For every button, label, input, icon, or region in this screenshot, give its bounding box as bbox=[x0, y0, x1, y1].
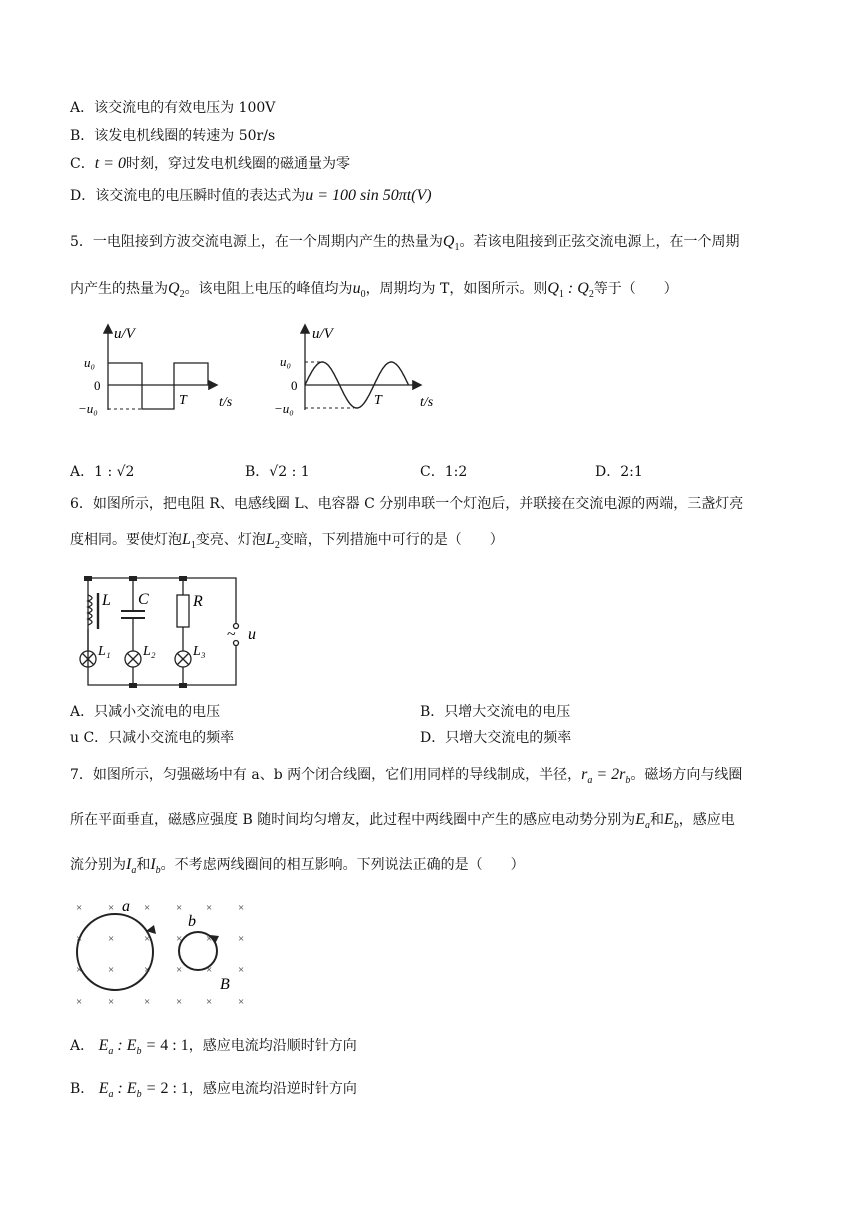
stem-text: 。该电阻上电压的峰值均为 bbox=[184, 281, 353, 297]
capacitor-label: C bbox=[138, 591, 149, 608]
q4-option-a: A．该交流电的有效电压为 100V bbox=[70, 100, 276, 116]
q6-option-b: B．只增大交流电的电压 bbox=[420, 704, 571, 720]
option-label: D．该交流电的电压瞬时值的表达式为 bbox=[70, 188, 306, 204]
q5-option-b: B．√2 : 1 bbox=[245, 464, 310, 480]
stem-text: 所在平面垂直，磁感应强度 B 随时间均匀增友，此过程中两线圈中产生的感应电动势分别为 bbox=[70, 812, 636, 828]
lamp-l2 bbox=[125, 651, 141, 667]
option-label: B． bbox=[70, 1081, 95, 1097]
zero-tick: 0 bbox=[94, 378, 101, 393]
stem-text: 。若该电阻接到正弦交流电源上，在一个周期 bbox=[459, 234, 740, 250]
stem-text: 等于（ ） bbox=[593, 281, 678, 297]
neg-u0-tick: −u₀ bbox=[78, 401, 98, 416]
field-cross: × bbox=[176, 996, 183, 1008]
zero-tick: 0 bbox=[291, 378, 298, 393]
q6-stem-line2 bbox=[70, 530, 504, 556]
field-cross: × bbox=[108, 996, 115, 1008]
option-text: ，感应电流均沿逆时针方向 bbox=[188, 1081, 357, 1097]
q7-stem-line2 bbox=[70, 810, 735, 836]
q-letter: Q bbox=[442, 233, 455, 250]
field-cross: × bbox=[238, 964, 245, 976]
q7-option-b bbox=[70, 1079, 357, 1105]
lamp-l3 bbox=[175, 651, 191, 667]
neg-u0-tick: −u₀ bbox=[274, 401, 294, 416]
ratio-value: 2 : 1 bbox=[160, 1080, 189, 1097]
field-cross: × bbox=[76, 996, 83, 1008]
stem-text: 和 bbox=[649, 812, 664, 828]
q1-symbol: $Q_1$ bbox=[442, 233, 460, 254]
stem-text: 。磁场方向与线圈 bbox=[630, 767, 743, 783]
q6-circuit-figure bbox=[76, 573, 266, 691]
q7-magnetic-field-figure bbox=[70, 893, 250, 1011]
resistor-label: R bbox=[193, 593, 203, 610]
x-axis-label: t/s bbox=[219, 395, 233, 410]
field-cross: × bbox=[108, 933, 115, 945]
q4-option-d bbox=[70, 186, 432, 206]
coil-b bbox=[179, 932, 217, 970]
source-voltage-label: u bbox=[248, 626, 256, 643]
q5-option-d: D．2:1 bbox=[595, 464, 643, 480]
option-label: A． bbox=[70, 1038, 95, 1054]
field-label: B bbox=[220, 976, 230, 993]
field-cross: × bbox=[76, 902, 83, 914]
q6-option-c: u C．只减小交流电的频率 bbox=[70, 730, 235, 746]
field-cross: × bbox=[238, 996, 245, 1008]
stem-text: 内产生的热量为 bbox=[70, 281, 168, 297]
field-cross: × bbox=[176, 902, 183, 914]
stem-text: ，感应电 bbox=[678, 812, 735, 828]
square-wave bbox=[108, 363, 208, 409]
stem-text: 变暗，下列措施中可行的是（ ） bbox=[279, 532, 504, 548]
stem-text: 流分别为 bbox=[70, 857, 126, 873]
lamp-l1-label: L₁ bbox=[98, 644, 111, 659]
junction-dot bbox=[84, 576, 92, 581]
u0-tick: u₀ bbox=[280, 354, 292, 369]
q5-stem-line1 bbox=[70, 232, 739, 258]
formula: u = 100 sin 50πt(V) bbox=[305, 187, 432, 204]
ib-symbol: $I_b$ bbox=[150, 856, 161, 877]
field-cross: × bbox=[76, 933, 83, 945]
q4-option-b: B．该发电机线圈的转速为 50r/s bbox=[70, 128, 276, 144]
q6-option-a: A．只减小交流电的电压 bbox=[70, 704, 221, 720]
field-cross: × bbox=[144, 902, 151, 914]
field-cross: × bbox=[144, 964, 151, 976]
q4-option-c bbox=[70, 154, 350, 174]
field-cross: × bbox=[206, 996, 213, 1008]
emf-ratio: $E_a$ : $E_b = 4$ : 1 bbox=[98, 1037, 189, 1058]
stem-text: 。不考虑两线圈间的相互影响。下列说法正确的是（ ） bbox=[160, 857, 525, 873]
option-label: C． bbox=[70, 156, 95, 172]
ea-symbol: $E_a$ bbox=[635, 811, 650, 832]
stem-text: ，周期均为 T，如图所示。则 bbox=[365, 281, 548, 297]
coil-a bbox=[77, 914, 153, 990]
field-cross: × bbox=[176, 933, 183, 945]
option-text: 时刻，穿过发电机线圈的磁通量为零 bbox=[125, 156, 350, 172]
stem-text: 5．一电阻接到方波交流电源上，在一个周期内产生的热量为 bbox=[70, 234, 443, 250]
lamp-l3-label: L₃ bbox=[193, 644, 206, 659]
u0-tick: u₀ bbox=[84, 355, 96, 370]
field-cross: × bbox=[206, 902, 213, 914]
l2-symbol: $L_2$ bbox=[265, 531, 280, 552]
formula: t = 0 bbox=[94, 155, 126, 172]
q5-option-a: A．1 : √2 bbox=[70, 464, 135, 480]
period-label: T bbox=[179, 393, 187, 408]
q2-symbol: $Q_2$ bbox=[168, 280, 185, 301]
inductor-label: L bbox=[102, 592, 111, 609]
field-cross: × bbox=[238, 933, 245, 945]
field-cross: × bbox=[206, 964, 213, 976]
ac-source-symbol: ~ bbox=[227, 626, 236, 643]
field-cross: × bbox=[238, 902, 245, 914]
junction-dot bbox=[179, 576, 187, 581]
field-cross: × bbox=[206, 933, 213, 945]
lamp-l2-label: L₂ bbox=[143, 644, 156, 659]
q5-sine-wave-figure bbox=[270, 318, 445, 418]
stem-text: 和 bbox=[136, 857, 151, 873]
ia-symbol: $I_a$ bbox=[126, 856, 137, 877]
u0-symbol: $u_0$ bbox=[352, 280, 366, 301]
junction-dot bbox=[129, 576, 137, 581]
q5-option-c: C．1:2 bbox=[420, 464, 468, 480]
y-axis-label: u/V bbox=[114, 326, 135, 342]
ratio-value: 4 : 1 bbox=[160, 1037, 189, 1054]
x-axis-label: t/s bbox=[420, 395, 434, 410]
field-cross: × bbox=[76, 964, 83, 976]
q6-option-d: D．只增大交流电的频率 bbox=[420, 730, 572, 746]
q7-stem-line1 bbox=[70, 765, 742, 791]
ratio-symbol: $Q_1$ : $Q_2$ bbox=[547, 280, 594, 301]
coil-a-label: a bbox=[122, 898, 130, 915]
option-text: ，感应电流均沿顺时针方向 bbox=[188, 1038, 357, 1054]
q5-stem-line2 bbox=[70, 279, 678, 305]
field-cross: × bbox=[144, 996, 151, 1008]
junction-dot bbox=[129, 683, 137, 688]
q7-stem-line3 bbox=[70, 855, 525, 881]
emf-ratio: $E_a$ : $E_b = 2$ : 1 bbox=[98, 1080, 189, 1101]
q5-square-wave-figure bbox=[76, 318, 246, 418]
coil-b-label: b bbox=[188, 913, 196, 930]
field-cross: × bbox=[108, 902, 115, 914]
stem-text: 变亮、灯泡 bbox=[195, 532, 266, 548]
stem-text: 7．如图所示，匀强磁场中有 a、b 两个闭合线圈，它们用同样的导线制成，半径， bbox=[70, 767, 582, 783]
field-cross: × bbox=[108, 964, 115, 976]
field-cross: × bbox=[176, 964, 183, 976]
period-label: T bbox=[374, 393, 382, 408]
y-axis-label: u/V bbox=[312, 326, 333, 342]
resistor-box bbox=[177, 595, 189, 627]
l1-symbol: $L_1$ bbox=[182, 531, 196, 552]
stem-text: 度相同。要使灯泡 bbox=[70, 532, 182, 548]
eb-symbol: $E_b$ bbox=[663, 811, 679, 832]
radius-relation: $r_a = 2r_b$ bbox=[581, 766, 631, 787]
q7-option-a bbox=[70, 1036, 357, 1062]
q6-stem-line1: 6．如图所示，把电阻 R、电感线圈 L、电容器 C 分别串联一个灯泡后，并联接在交流电源的两端，三盏灯亮 bbox=[70, 496, 744, 512]
field-cross: × bbox=[144, 933, 151, 945]
junction-dot bbox=[179, 683, 187, 688]
field-cross-marks bbox=[76, 902, 244, 1008]
